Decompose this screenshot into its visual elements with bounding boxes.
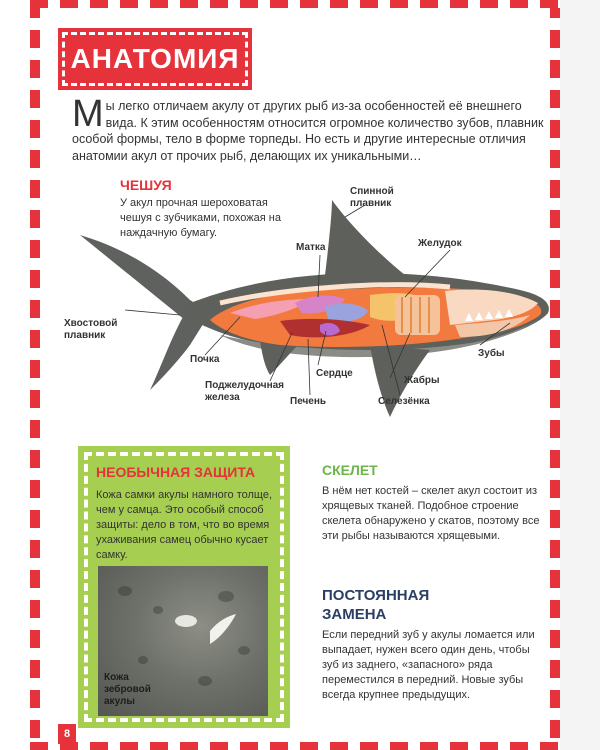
scales-text: У акул прочная шероховатая чешуя с зубчиками, похожая на наждачную бумагу. [120,197,281,239]
photo-caption: Кожа зебровой акулы [104,672,151,707]
replacement-text: Если передний зуб у акулы ломается или выпадает, нужен всего один день, чтобы зуб из заднего, «запасного» ряда переместился в передний. Новые зубы всегда крупнее предыдущих. [322,629,535,701]
skeleton-section [322,462,542,544]
shark-dorsal-fin [325,200,405,275]
replacement-section [322,586,542,703]
page-edge [560,0,600,750]
scales-heading: ЧЕШУЯ [120,177,172,193]
label-tail-fin: Хвостовой плавник [64,318,118,341]
intro-drop-cap: М [72,93,104,135]
page-title: АНАТОМИЯ [70,43,240,74]
label-spleen: Селезёнка [378,396,430,407]
intro-text: ы легко отличаем акулу от других рыб из-за особенностей её внешнего вида. К этим особенностям относится огромное количество зубов, плавник особой формы, тело в форме торпеды. Но есть и другие интересные отличия анатомии акул от прочих рыб, делающих их уникальными… [72,99,544,163]
label-liver: Печень [290,396,327,407]
label-dorsal-fin: Спинной плавник [350,186,394,209]
label-kidney: Почка [190,354,220,365]
border-top [30,0,560,8]
defense-box [84,452,284,722]
defense-heading: НЕОБЫЧНАЯ ЗАЩИТА [96,464,256,480]
label-pancreas: Поджелудочная железа [205,380,285,403]
skeleton-heading: СКЕЛЕТ [322,462,378,478]
replacement-heading: ПОСТОЯННАЯ ЗАМЕНА [322,587,430,623]
label-stomach: Желудок [418,238,462,249]
border-left [30,0,40,750]
defense-text: Кожа самки акулы намного толще, чем у самца. Это особый способ защиты: дело в том, что во время ухаживания самец обычно кусает самку. [96,489,273,561]
zebra-shark-skin-photo [98,566,268,716]
label-uterus: Матка [296,242,326,253]
page-number: 8 [58,724,76,744]
skeleton-text: В нём нет костей – скелет акул состоит из хрящевых тканей. Подобное строение скелета обнаружено у скатов, поэтому все эти рыбы называются хрящевыми. [322,485,540,542]
page-title-box [62,32,248,86]
label-teeth: Зубы [478,348,505,359]
shark-anatomy-diagram [70,195,560,425]
label-gills: Жабры [404,375,440,386]
label-heart: Сердце [316,368,353,379]
border-bottom [30,742,560,750]
intro-paragraph [72,93,552,164]
